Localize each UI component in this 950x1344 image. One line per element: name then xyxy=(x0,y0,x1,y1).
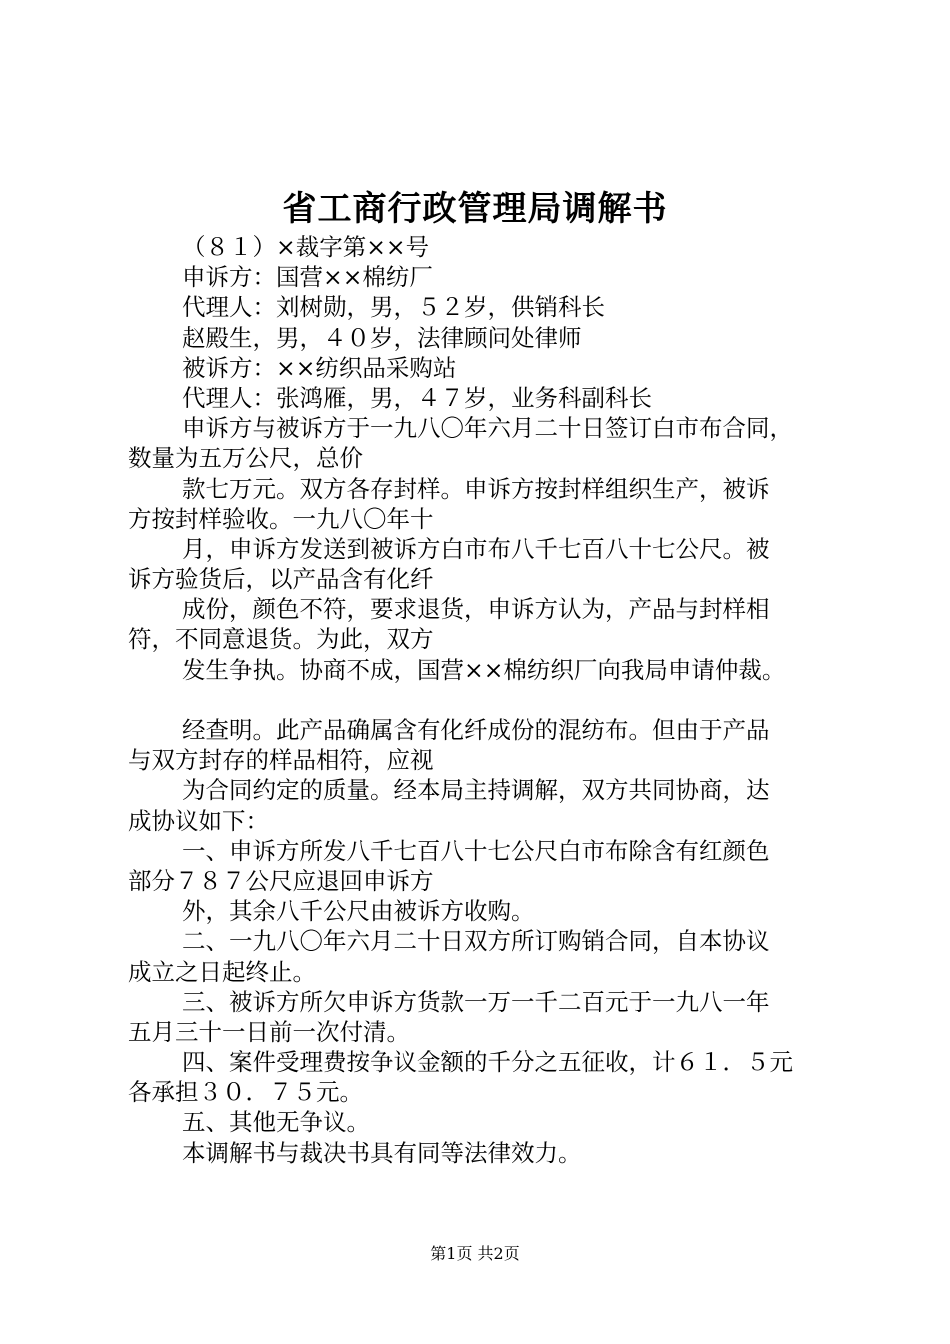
complainant-agent-line: 代理人：刘树勋，男，５２岁，供销科长 xyxy=(182,293,605,322)
agreement-item-3: 三、被诉方所欠申诉方货款一万一千二百元于一九八一年 xyxy=(182,987,770,1016)
closing-statement: 本调解书与裁决书具有同等法律效力。 xyxy=(182,1138,582,1167)
agreement-item-5: 五、其他无争议。 xyxy=(182,1108,370,1137)
paragraph-line: 款七万元。双方各存封样。申诉方按封样组织生产，被诉 xyxy=(182,474,770,503)
agreement-item-4-cont: 各承担３０．７５元。 xyxy=(128,1078,363,1107)
document-body xyxy=(128,232,834,1168)
respondent-agent-line: 代理人：张鸿雁，男，４７岁，业务科副科长 xyxy=(182,383,652,412)
agreement-item-1-cont: 部分７８７公尺应退回申诉方 xyxy=(128,866,434,895)
agreement-item-1: 一、申诉方所发八千七百八十七公尺白市布除含有红颜色 xyxy=(182,836,770,865)
agreement-item-2-cont: 成立之日起终止。 xyxy=(128,957,316,986)
complainant-agent-line-2: 赵殿生，男，４０岁，法律顾问处律师 xyxy=(182,323,582,352)
agreement-item-3-cont: 五月三十一日前一次付清。 xyxy=(128,1017,410,1046)
agreement-item-1-cont: 外，其余八千公尺由被诉方收购。 xyxy=(182,897,535,926)
paragraph-line: 月，申诉方发送到被诉方白市布八千七百八十七公尺。被 xyxy=(182,534,770,563)
respondent-line: 被诉方：××纺织品采购站 xyxy=(182,353,457,382)
paragraph-line: 诉方验货后，以产品含有化纤 xyxy=(128,565,434,594)
paragraph-line: 成协议如下： xyxy=(128,806,269,835)
agreement-item-2: 二、一九八〇年六月二十日双方所订购销合同，自本协议 xyxy=(182,927,770,956)
blank-line xyxy=(128,685,834,715)
paragraph-line: 方按封样验收。一九八〇年十 xyxy=(128,504,434,533)
paragraph-line: 与双方封存的样品相符，应视 xyxy=(128,746,434,775)
paragraph-line: 为合同约定的质量。经本局主持调解，双方共同协商，达 xyxy=(182,776,770,805)
case-number: （８１）×裁字第××号 xyxy=(182,233,430,261)
paragraph-line: 申诉方与被诉方于一九八〇年六月二十日签订白市布合同， xyxy=(182,414,793,443)
paragraph-line: 数量为五万公尺，总价 xyxy=(128,444,363,473)
paragraph-line: 发生争执。协商不成，国营××棉纺织厂向我局申请仲裁。 xyxy=(182,655,786,684)
page-footer: 第1页 共2页 xyxy=(430,1244,520,1263)
complainant-line: 申诉方：国营××棉纺厂 xyxy=(182,263,433,292)
paragraph-line: 经查明。此产品确属含有化纤成份的混纺布。但由于产品 xyxy=(182,716,770,744)
agreement-item-4: 四、案件受理费按争议金额的千分之五征收，计６１．５元 xyxy=(182,1048,793,1077)
document-title: 省工商行政管理局调解书 xyxy=(282,189,668,229)
paragraph-line: 成份，颜色不符，要求退货，申诉方认为，产品与封样相 xyxy=(182,595,770,624)
paragraph-line: 符，不同意退货。为此，双方 xyxy=(128,625,434,654)
